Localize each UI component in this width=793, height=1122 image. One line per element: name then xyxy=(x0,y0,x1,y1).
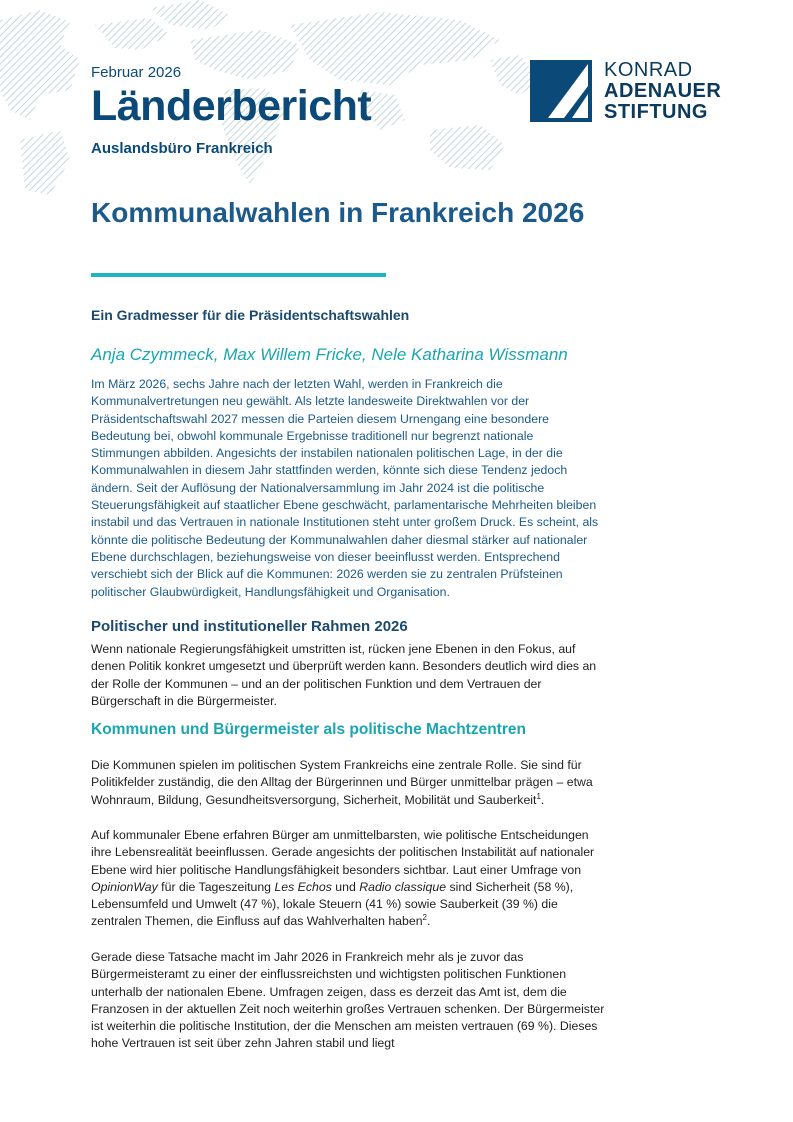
municipalities-paragraph-2: Auf kommunaler Ebene erfahren Bürger am unmittelbarsten, wie politische Entscheidungen ihre Lebensrealität beeinflussen. Gerade angesichts der politischen Instabilität auf nationaler Ebene wird hier politische Handlungsfähigkeit besonders sichtbar. Laut einer Umfrage von OpinionWay für die Tageszeitung Les Echos und Radio classique sind Sicherheit (58 %), Lebensumfeld und Umwelt (47 %), lokale Steuern (41 %) sowie Sauberkeit (39 %) die zentralen Themen, die Einfluss auf das Wahlverhalten haben$^2$. xyxy=(91,828,595,929)
section-framework-paragraph: Wenn nationale Regierungsfähigkeit umstritten ist, rücken jene Ebenen in den Fokus, auf denen Politik konkret umgesetzt und überprüft werden kann. Besonders deutlich wird dies an der Rolle der Kommunen – und an der politischen Funktion und dem Vertrauen der Bürgerschaft in die Bürgermeister. xyxy=(91,642,597,708)
paragraph-2-text-e: und xyxy=(331,879,360,894)
logo-line-stiftung: STIFTUNG xyxy=(604,101,708,123)
report-date: Februar 2026 xyxy=(91,64,182,81)
title-underline xyxy=(91,273,386,277)
source-opinionway: OpinionWay xyxy=(91,879,158,894)
document-title: Kommunalwahlen in Frankreich 2026 xyxy=(91,197,585,228)
report-header xyxy=(91,64,371,158)
source-radio-classique: Radio classique xyxy=(359,879,447,894)
source-les-echos: Les Echos xyxy=(274,879,332,894)
municipalities-paragraph-1: Die Kommunen spielen im politischen System Frankreichs eine zentrale Rolle. Sie sind für Politikfelder zuständig, die den Alltag der Bürgerinnen und Bürger unmittelbar prägen – etwa Wohnraum, Bildung, Gesundheitsversorgung, Sicherheit, Mobilität und Sauberkeit$^1$. xyxy=(91,758,593,807)
kas-logo-mark-icon xyxy=(530,60,592,122)
footnote-ref-2[interactable]: 2 xyxy=(422,913,427,923)
footnote-ref-1[interactable]: 1 xyxy=(536,791,541,801)
office-name: Auslandsbüro Frankreich xyxy=(91,140,273,157)
kas-logo-wordmark xyxy=(604,60,721,123)
section-heading-framework: Politischer und institutioneller Rahmen 2026 xyxy=(91,618,408,635)
kas-logo xyxy=(530,60,740,124)
section-heading-municipalities: Kommunen und Bürgermeister als politische Machtzentren xyxy=(91,721,526,738)
report-type-title: Länderbericht xyxy=(91,82,372,130)
paragraph-2-text-a: Auf kommunaler Ebene erfahren Bürger am unmittelbarsten, wie politische Entscheidungen ihre Lebensrealität beeinflussen. Gerade angesichts der politischen Instabilität auf nationaler Ebene wird hier politische Handlungsfähigkeit besonders sichtbar. Laut einer Umfrage von xyxy=(91,828,595,877)
municipalities-paragraph-1-text: Die Kommunen spielen im politischen System Frankreichs eine zentrale Rolle. Sie sind für Politikfelder zuständig, die den Alltag der Bürgerinnen und Bürger unmittelbar prägen – etwa Wohnraum, Bildung, Gesundheitsversorgung, Sicherheit, Mobilität und Sauberkeit xyxy=(91,758,593,807)
document-subtitle: Ein Gradmesser für die Präsidentschaftswahlen xyxy=(91,307,410,323)
logo-line-adenauer: ADENAUER xyxy=(604,80,722,102)
document-authors: Anja Czymmeck, Max Willem Fricke, Nele Katharina Wissmann xyxy=(91,345,568,364)
abstract-paragraph: Im März 2026, sechs Jahre nach der letzten Wahl, werden in Frankreich die Kommunalvertretungen neu gewählt. Als letzte landesweite Direktwahlen vor der Präsidentschaftswahl 2027 messen die Parteien diesem Urnengang eine besondere Bedeutung bei, obwohl kommunale Ergebnisse traditionell nur begrenzt nationale Stimmungen abbilden. Angesichts der instabilen nationalen politischen Lage, in der die Kommunalwahlen in diesem Jahr stattfinden werden, könnte sich diese Tendenz jedoch ändern. Seit der Auflösung der Nationalversammlung im Jahr 2024 ist die politische Steuerungsfähigkeit auf staatlicher Ebene geschwächt, parlamentarische Mehrheiten bleiben instabil und das Vertrauen in nationale Institutionen steht unter großem Druck. Es scheint, als könnte die politische Bedeutung der Kommunalwahlen daher diesmal stärker auf nationaler Ebene durchschlagen, beziehungsweise von dieser beeinflusst werden. Entsprechend verschiebt sich der Blick auf die Kommunen: 2026 werden sie zu zentralen Prüfsteinen politischer Glaubwürdigkeit, Handlungsfähigkeit und Organisation. xyxy=(91,377,599,599)
logo-line-konrad: KONRAD xyxy=(604,59,693,81)
paragraph-2-text-c: für die Tageszeitung xyxy=(157,879,275,894)
municipalities-paragraph-3: Gerade diese Tatsache macht im Jahr 2026 in Frankreich mehr als je zuvor das Bürgermeisteramt zu einer der einflussreichsten und wichtigsten politischen Funktionen unterhalb der nationalen Ebene. Umfragen zeigen, dass es derzeit das Amt ist, dem die Franzosen in der aktuellen Zeit noch weiterhin großes Vertrauen schenken. Der Bürgermeister ist weiterhin die politische Institution, der die Menschen am meisten vertrauen (69 %). Dieses hohe Vertrauen ist seit über zehn Jahren stabil und liegt xyxy=(91,950,605,1051)
paragraph-2-text-g: sind Sicherheit (58 %), Lebensumfeld und Umwelt (47 %), lokale Steuern (41 %) sowie Sauberkeit (39 %) die zentralen Themen, die Einfluss auf das Wahlverhalten haben xyxy=(91,879,574,929)
